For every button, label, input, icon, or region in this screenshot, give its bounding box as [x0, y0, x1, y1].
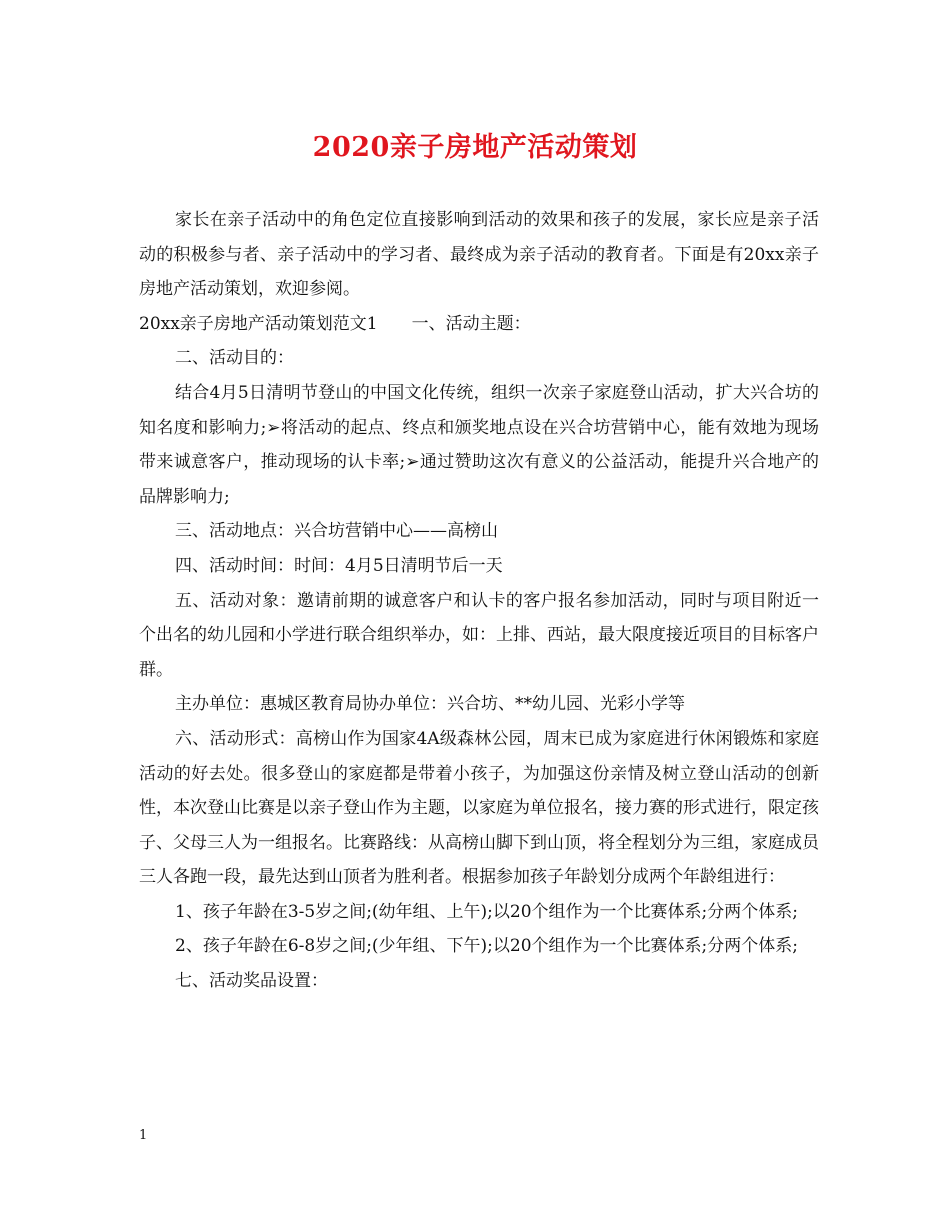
paragraph-location: 三、活动地点：兴合坊营销中心——高榜山: [175, 521, 498, 542]
paragraph-group-2: 2、孩子年龄在6-8岁之间;(少年组、下午);以20个组作为一个比赛体系;分两个体系;: [175, 936, 798, 957]
document-body: [139, 203, 819, 999]
paragraph-organizers: 主办单位：惠城区教育局协办单位：兴合坊、**幼儿园、光彩小学等: [175, 694, 685, 715]
paragraph-time: 四、活动时间：时间：4月5日清明节后一天: [175, 555, 503, 576]
paragraph-intro: 家长在亲子活动中的角色定位直接影响到活动的效果和孩子的发展，家长应是亲子活动的积极参与者、亲子活动中的学习者、最终成为亲子活动的教育者。下面是有20xx亲子房地产活动策划，欢迎参阅。: [139, 210, 819, 300]
paragraph-prizes-heading: 七、活动奖品设置：: [175, 971, 328, 992]
document-title: 2020亲子房地产活动策划: [312, 132, 638, 163]
paragraph-format: 六、活动形式：高榜山作为国家4A级森林公园，周末已成为家庭进行休闲锻炼和家庭活动的好去处。很多登山的家庭都是带着小孩子，为加强这份亲情及树立登山活动的创新性，本次登山比赛是以亲子登山作为主题，以家庭为单位报名，接力赛的形式进行，限定孩子、父母三人为一组报名。比赛路线：从高榜山脚下到山顶，将全程划分为三组，家庭成员三人各跑一段，最先达到山顶者为胜利者。根据参加孩子年龄划分成两个年龄组进行：: [139, 728, 819, 888]
page-number: 1: [139, 1128, 148, 1143]
paragraph-audience: 五、活动对象：邀请前期的诚意客户和认卡的客户报名参加活动，同时与项目附近一个出名的幼儿园和小学进行联合组织举办，如：上排、西站，最大限度接近项目的目标客户群。: [139, 590, 819, 680]
paragraph-purpose-heading: 二、活动目的：: [175, 348, 294, 369]
paragraph-section-heading: 20xx亲子房地产活动策划范文1 一、活动主题：: [139, 313, 531, 334]
paragraph-group-1: 1、孩子年龄在3-5岁之间;(幼年组、上午);以20个组作为一个比赛体系;分两个体系;: [175, 901, 798, 922]
paragraph-purpose: 结合4月5日清明节登山的中国文化传统，组织一次亲子家庭登山活动，扩大兴合坊的知名度和影响力;➢将活动的起点、终点和颁奖地点设在兴合坊营销中心，能有效地为现场带来诚意客户，推动现场的认卡率;➢通过赞助这次有意义的公益活动，能提升兴合地产的品牌影响力;: [139, 382, 819, 507]
